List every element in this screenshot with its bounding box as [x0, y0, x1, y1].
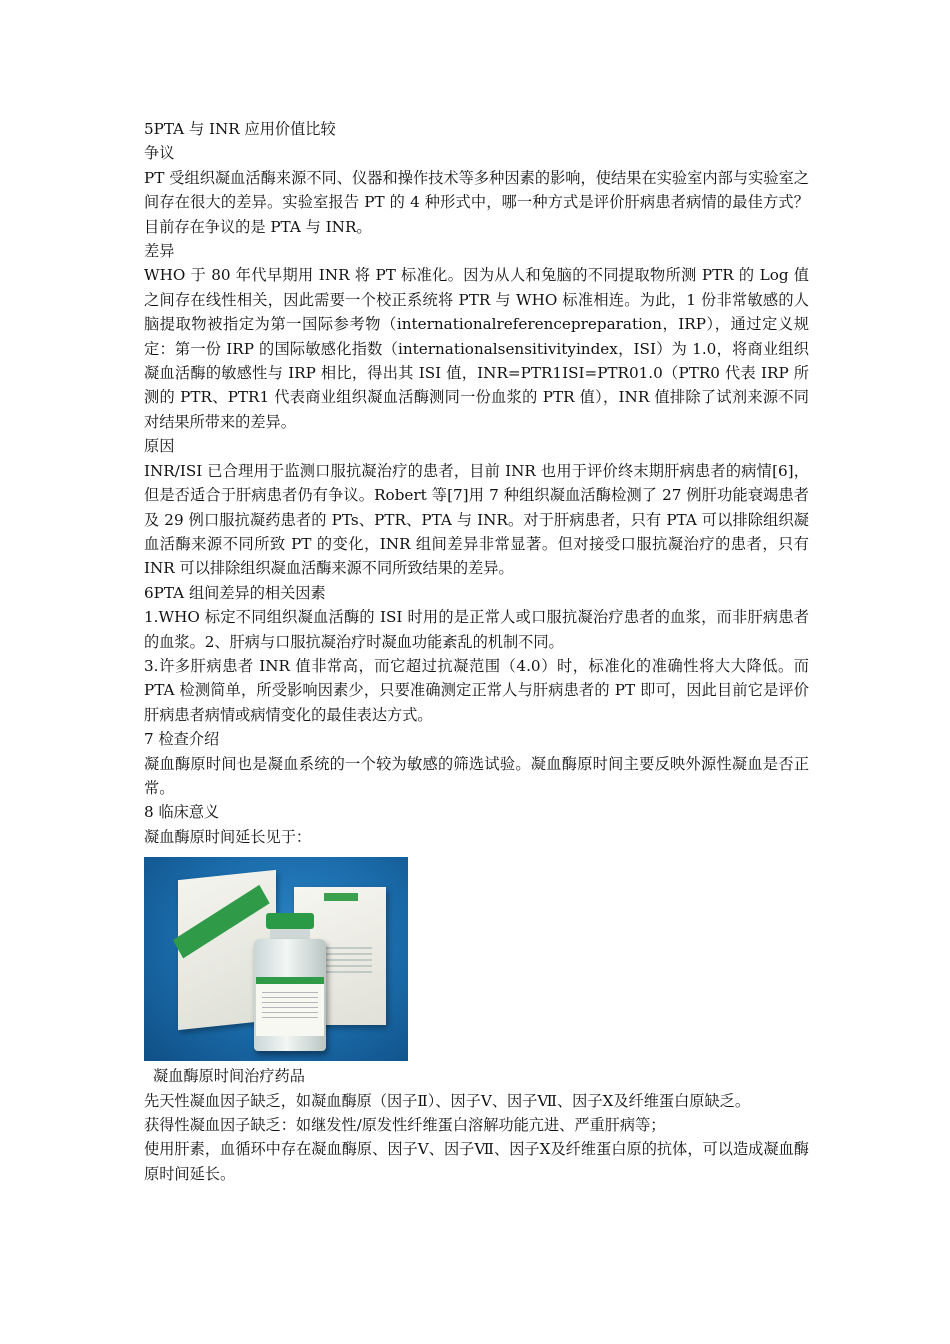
section-heading-7: 7 检查介绍	[144, 730, 220, 749]
paragraph-clinical-3: 使用肝素，血循环中存在凝血酶原、因子Ⅴ、因子Ⅶ、因子Ⅹ及纤维蛋白原的抗体，可以造成凝血酶原时间延长。	[144, 1140, 809, 1183]
image-caption: 凝血酶原时间治疗药品	[153, 1067, 305, 1086]
subheading-reason: 原因	[144, 437, 175, 456]
paragraph-clinical-2: 获得性凝血因子缺乏：如继发性/原发性纤维蛋白溶解功能亢进、严重肝病等；	[144, 1116, 666, 1134]
paragraph-factors-1: 1.WHO 标定不同组织凝血活酶的 ISI 时用的是正常人或口服抗凝治疗患者的血浆，而非肝病患者的血浆。2、肝病与口服抗凝治疗时凝血功能紊乱的机制不同。	[144, 608, 809, 651]
document-page	[144, 117, 809, 1186]
paragraph-clinical-1: 先天性凝血因子缺乏，如凝血酶原（因子Ⅱ）、因子Ⅴ、因子Ⅶ、因子Ⅹ及纤维蛋白原缺乏。	[144, 1091, 751, 1110]
vial-label	[256, 977, 324, 1036]
section-heading-5: 5PTA 与 INR 应用价值比较	[144, 120, 336, 138]
paragraph-difference: WHO 于 80 年代早期用 INR 将 PT 标准化。因为从人和兔脑的不同提取物所测 PTR 的 Log 值之间存在线性相关，因此需要一个校正系统将 PTR 与 WHO 标准相连。为此，1 份非常敏感的人脑提取物被指定为第一国际参考物（internationalreferencepreparation，IRP），通过定义规定：第一份 IRP 的国际敏感化指数（internationalsensitivityindex，ISI）为 1.0，将商业组织凝血活酶的敏感性与 IRP 相比，得出其 ISI 值，INR=PTR1ISI=PTR01.0（PTR0 代表 IRP 所测的 PTR、PTR1 代表商业组织凝血活酶测同一份血浆的 PTR 值），INR 值排除了试剂来源不同对结果所带来的差异。	[144, 266, 809, 431]
section-heading-8: 8 临床意义	[144, 803, 220, 822]
section-heading-6: 6PTA 组间差异的相关因素	[144, 583, 326, 602]
paragraph-controversy: PT 受组织凝血活酶来源不同、仪器和操作技术等多种因素的影响，使结果在实验室内部与实验室之间存在很大的差异。实验室报告 PT 的 4 种形式中，哪一种方式是评价肝病患者病情的最佳方式？目前存在争议的是 PTA 与 INR。	[144, 168, 809, 236]
subheading-difference: 差异	[144, 242, 175, 261]
paragraph-clinical-lead: 凝血酶原时间延长见于：	[144, 827, 312, 846]
paragraph-factors-3: 3.许多肝病患者 INR 值非常高，而它超过抗凝范围（4.0）时，标准化的准确性将大大降低。而 PTA 检测简单，所受影响因素少，只要准确测定正常人与肝病患者的 PT 即可，因此目前它是评价肝病患者病情或病情变化的最佳表达方式。	[144, 656, 809, 724]
paragraph-reason: INR/ISI 已合理用于监测口服抗凝治疗的患者，目前 INR 也用于评价终末期肝病患者的病情[6]，但是否适合于肝病患者仍有争议。Robert 等[7]用 7 种组织凝血活酶检测了 27 例肝功能衰竭患者及 29 例口服抗凝药患者的 PTs、PTR、PTA 与 INR。对于肝病患者，只有 PTA 可以排除组织凝血活酶来源不同所致 PT 的变化，INR 组间差异非常显著。但对接受口服抗凝治疗的患者，只有 INR 可以排除组织凝血活酶来源不同所致结果的差异。	[144, 461, 809, 578]
paragraph-intro: 凝血酶原时间也是凝血系统的一个较为敏感的筛选试验。凝血酶原时间主要反映外源性凝血是否正常。	[144, 754, 809, 797]
vial-cap	[266, 913, 314, 929]
medicine-product-photo	[144, 857, 408, 1061]
subheading-controversy: 争议	[144, 144, 175, 163]
